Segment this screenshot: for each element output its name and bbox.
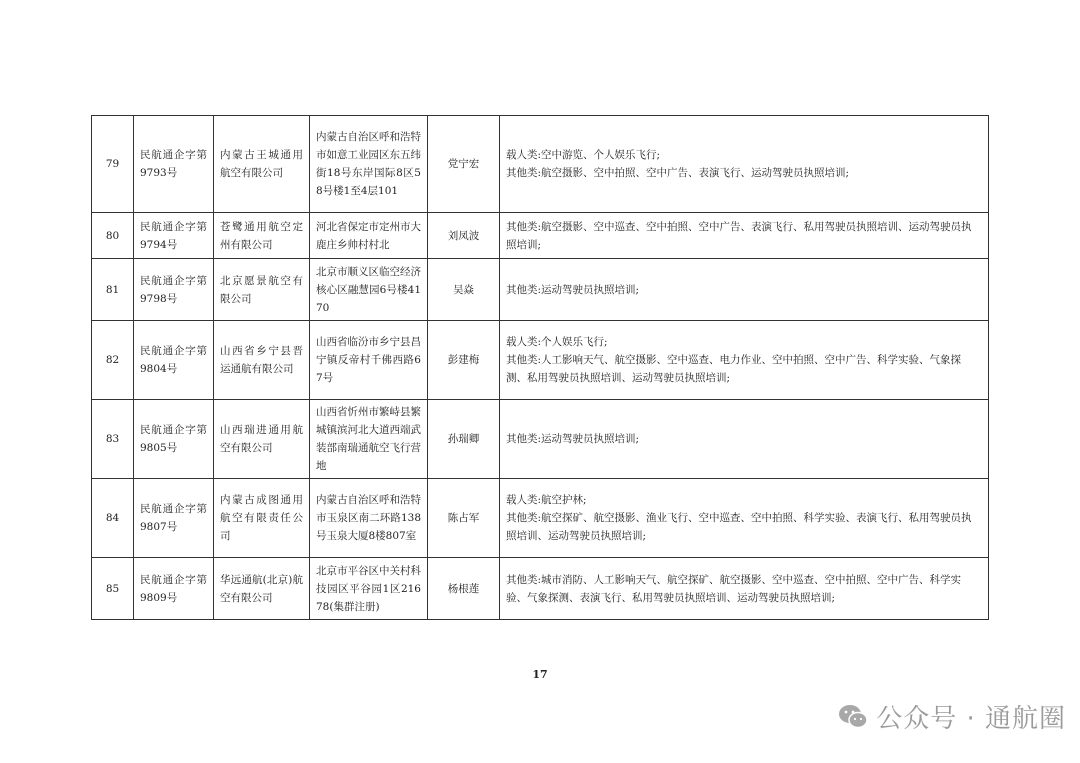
legal-person: 陈占军: [428, 479, 500, 558]
row-number: 85: [92, 558, 134, 620]
legal-person: 党宁宏: [428, 116, 500, 213]
license-number: 民航通企字第9798号: [134, 259, 214, 321]
legal-person: 彭建梅: [428, 321, 500, 400]
table-row: [92, 558, 989, 620]
business-scope-line: 载人类:空中游览、个人娱乐飞行;: [506, 149, 661, 161]
row-number: 84: [92, 479, 134, 558]
company-name: 北京愿景航空有限公司: [214, 259, 310, 321]
business-scope-line: 载人类:航空护林;: [506, 494, 587, 506]
table-row: [92, 259, 989, 321]
company-name: 山西瑞进通用航空有限公司: [214, 400, 310, 479]
table-row: [92, 116, 989, 213]
business-scope: [500, 400, 989, 479]
watermark: [838, 698, 1066, 735]
company-address: 内蒙古自治区呼和浩特市玉泉区南二环路138号玉泉大厦8楼807室: [310, 479, 428, 558]
business-scope: [500, 213, 989, 259]
business-scope: [500, 321, 989, 400]
legal-person: 孙瑞卿: [428, 400, 500, 479]
business-scope: [500, 116, 989, 213]
registry-table-body: [92, 116, 989, 620]
wechat-icon: [838, 704, 868, 730]
license-number: 民航通企字第9809号: [134, 558, 214, 620]
row-number: 82: [92, 321, 134, 400]
legal-person: 杨根莲: [428, 558, 500, 620]
license-number: 民航通企字第9804号: [134, 321, 214, 400]
row-number: 79: [92, 116, 134, 213]
company-name: 内蒙古成图通用航空有限责任公司: [214, 479, 310, 558]
business-scope-line: 载人类:个人娱乐飞行;: [506, 336, 608, 348]
row-number: 83: [92, 400, 134, 479]
business-scope: [500, 558, 989, 620]
business-scope-line: 其他类:运动驾驶员执照培训;: [506, 283, 640, 296]
license-number: 民航通企字第9794号: [134, 213, 214, 259]
company-name: 山西省乡宁县晋运通航有限公司: [214, 321, 310, 400]
business-scope-line: 其他类:运动驾驶员执照培训;: [506, 433, 640, 445]
legal-person: 刘凤波: [428, 213, 500, 259]
business-scope-line: 其他类:航空摄影、空中拍照、空中广告、表演飞行、运动驾驶员执照培训;: [506, 167, 850, 179]
company-address: 北京市顺义区临空经济核心区融慧园6号楼4170: [310, 259, 428, 321]
business-scope-line: 其他类:城市消防、人工影响天气、航空探矿、航空摄影、空中巡查、空中拍照、空中广告、科学实验、气象探测、表演飞行、私用驾驶员执照培训、运动驾驶员执照培训;: [506, 573, 962, 604]
table-row: [92, 479, 989, 558]
row-number: 81: [92, 259, 134, 321]
company-name: 内蒙古王城通用航空有限公司: [214, 116, 310, 213]
license-number: 民航通企字第9807号: [134, 479, 214, 558]
company-address: 山西省忻州市繁峙县繁城镇滨河北大道西端武装部南瑞通航空飞行营地: [310, 400, 428, 479]
legal-person: 吴焱: [428, 259, 500, 321]
registry-table: [91, 115, 989, 620]
company-address: 内蒙古自治区呼和浩特市如意工业园区东五纬街18号东岸国际8区58号楼1至4层101: [310, 116, 428, 213]
table-row: [92, 400, 989, 479]
page-number: 17: [532, 668, 548, 681]
company-name: 苍鹭通用航空定州有限公司: [214, 213, 310, 259]
license-number: 民航通企字第9793号: [134, 116, 214, 213]
company-address: 北京市平谷区中关村科技园区平谷园1区21678(集群注册): [310, 558, 428, 620]
company-name: 华远通航(北京)航空有限公司: [214, 558, 310, 620]
business-scope-line: 其他类:航空摄影、空中巡查、空中拍照、空中广告、表演飞行、私用驾驶员执照培训、运动驾驶员执照培训;: [506, 220, 972, 251]
row-number: 80: [92, 213, 134, 259]
business-scope: [500, 479, 989, 558]
company-address: 山西省临汾市乡宁县昌宁镇反帝村千佛西路67号: [310, 321, 428, 400]
business-scope-line: 其他类:航空探矿、航空摄影、渔业飞行、空中巡查、空中拍照、科学实验、表演飞行、私用驾驶员执照培训、运动驾驶员执照培训;: [506, 512, 972, 542]
table-row: [92, 321, 989, 400]
company-address: 河北省保定市定州市大鹿庄乡帅村村北: [310, 213, 428, 259]
table-row: [92, 213, 989, 259]
business-scope: [500, 259, 989, 321]
business-scope-line: 其他类:人工影响天气、航空摄影、空中巡查、电力作业、空中拍照、空中广告、科学实验、气象探测、私用驾驶员执照培训、运动驾驶员执照培训;: [506, 354, 962, 384]
watermark-text: 公众号 · 通航圈: [876, 704, 1066, 734]
license-number: 民航通企字第9805号: [134, 400, 214, 479]
